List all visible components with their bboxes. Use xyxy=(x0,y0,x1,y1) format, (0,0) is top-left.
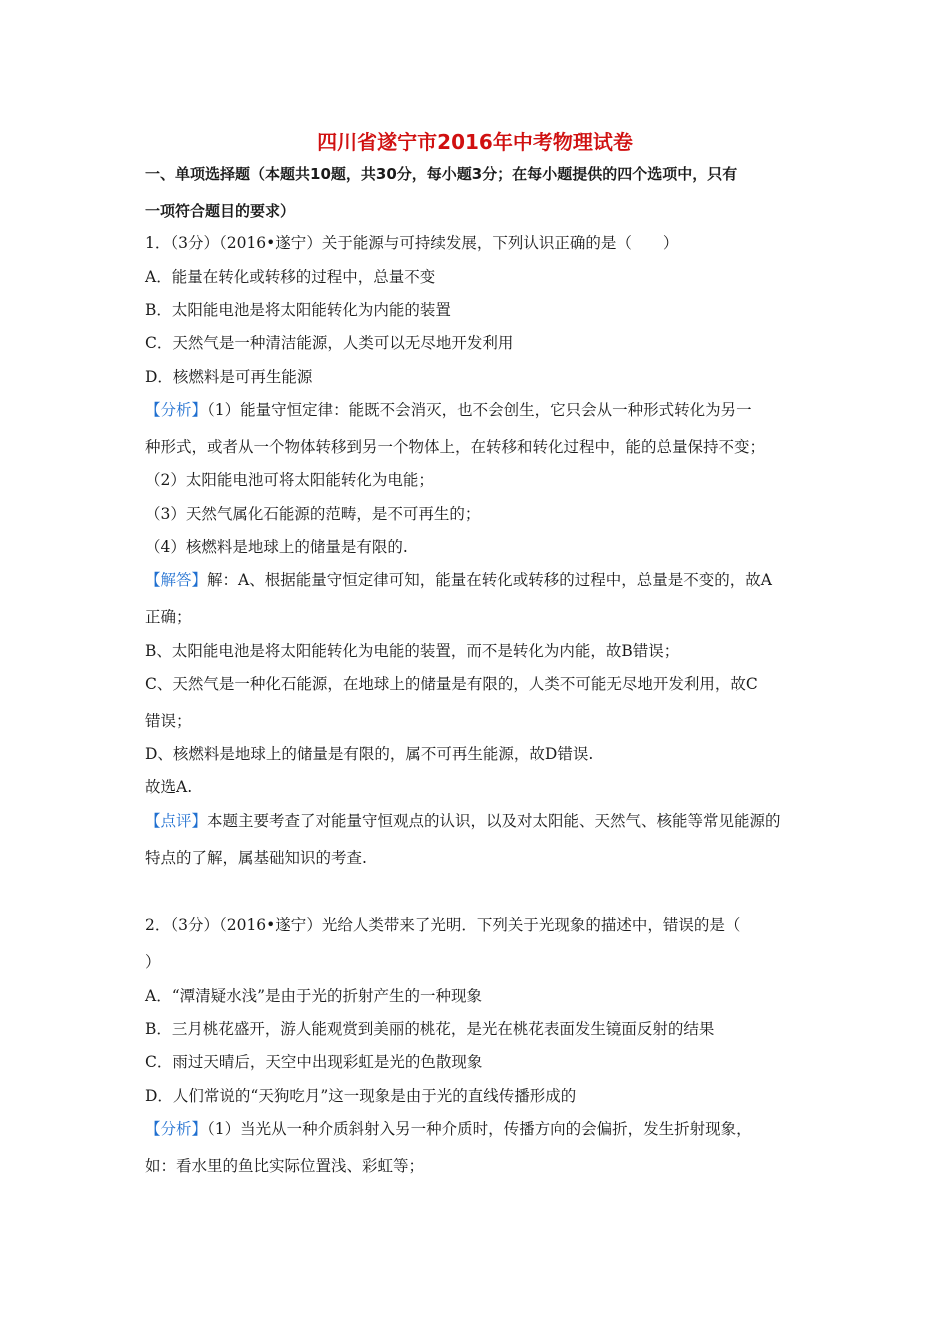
q2-analysis-line1 xyxy=(145,1119,752,1139)
analysis-tag: 【分析】 xyxy=(145,1120,208,1138)
q1-option-d: D．核燃料是可再生能源 xyxy=(145,368,313,386)
page-title: 四川省遂宁市2016年中考物理试卷 xyxy=(317,130,633,154)
q1-option-b: B．太阳能电池是将太阳能转化为内能的装置 xyxy=(145,301,451,319)
analysis-text: （1）能量守恒定律：能既不会消灭，也不会创生，它只会从一种形式转化为另一 xyxy=(207,401,752,419)
q2-option-c: C．雨过天晴后，天空中出现彩虹是光的色散现象 xyxy=(145,1053,483,1071)
q1-comment-line2: 特点的了解，属基础知识的考查. xyxy=(145,849,367,867)
q1-answer-line7: 故选A. xyxy=(145,778,193,796)
q1-analysis-line2: 种形式，或者从一个物体转移到另一个物体上，在转移和转化过程中，能的总量保持不变； xyxy=(145,438,766,456)
comment-text: 本题主要考查了对能量守恒观点的认识，以及对太阳能、天然气、核能等常见能源的 xyxy=(207,812,781,830)
answer-text: 解：A、根据能量守恒定律可知，能量在转化或转移的过程中，总量是不变的，故A xyxy=(207,571,772,589)
q1-answer-line1 xyxy=(145,570,772,590)
q2-option-a: A．“潭清疑水浅”是由于光的折射产生的一种现象 xyxy=(145,987,483,1005)
section-heading-line1: 一、单项选择题（本题共10题，共30分，每小题3分；在每小题提供的四个选项中，只有 xyxy=(145,165,738,183)
q1-answer-line4: C、天然气是一种化石能源，在地球上的储量是有限的，人类不可能无尽地开发利用，故C xyxy=(145,675,758,693)
answer-tag: 【解答】 xyxy=(145,571,208,589)
q1-answer-line2: 正确； xyxy=(145,608,192,626)
comment-tag: 【点评】 xyxy=(145,812,208,830)
q2-analysis-line2: 如：看水里的鱼比实际位置浅、彩虹等； xyxy=(145,1157,425,1175)
section-heading-line2: 一项符合题目的要求） xyxy=(145,202,296,220)
q1-analysis-line1 xyxy=(145,400,752,420)
q1-analysis-line3: （2）太阳能电池可将太阳能转化为电能； xyxy=(145,471,434,489)
analysis-tag: 【分析】 xyxy=(145,401,208,419)
q1-option-c: C．天然气是一种清洁能源，人类可以无尽地开发利用 xyxy=(145,334,514,352)
analysis-text: （1）当光从一种介质斜射入另一种介质时，传播方向的会偏折，发生折射现象， xyxy=(207,1120,752,1138)
q2-stem-line1: 2．（3分）（2016•遂宁）光给人类带来了光明．下列关于光现象的描述中，错误的是（ xyxy=(145,916,741,934)
q1-answer-line5: 错误； xyxy=(145,712,192,730)
q2-option-d: D．人们常说的“天狗吃月”这一现象是由于光的直线传播形成的 xyxy=(145,1087,577,1105)
q2-stem-line2: ） xyxy=(145,953,161,971)
q1-option-a: A．能量在转化或转移的过程中，总量不变 xyxy=(145,268,436,286)
q1-comment-line1 xyxy=(145,811,781,831)
q1-answer-line3: B、太阳能电池是将太阳能转化为电能的装置，而不是转化为内能，故B错误； xyxy=(145,642,680,660)
q1-analysis-line5: （4）核燃料是地球上的储量是有限的. xyxy=(145,538,408,556)
q1-answer-line6: D、核燃料是地球上的储量是有限的，属不可再生能源，故D错误. xyxy=(145,745,594,763)
q2-option-b: B．三月桃花盛开，游人能观赏到美丽的桃花，是光在桃花表面发生镜面反射的结果 xyxy=(145,1020,715,1038)
q1-analysis-line4: （3）天然气属化石能源的范畴，是不可再生的； xyxy=(145,505,481,523)
q1-stem: 1．（3分）（2016•遂宁）关于能源与可持续发展，下列认识正确的是（ ） xyxy=(145,234,679,252)
